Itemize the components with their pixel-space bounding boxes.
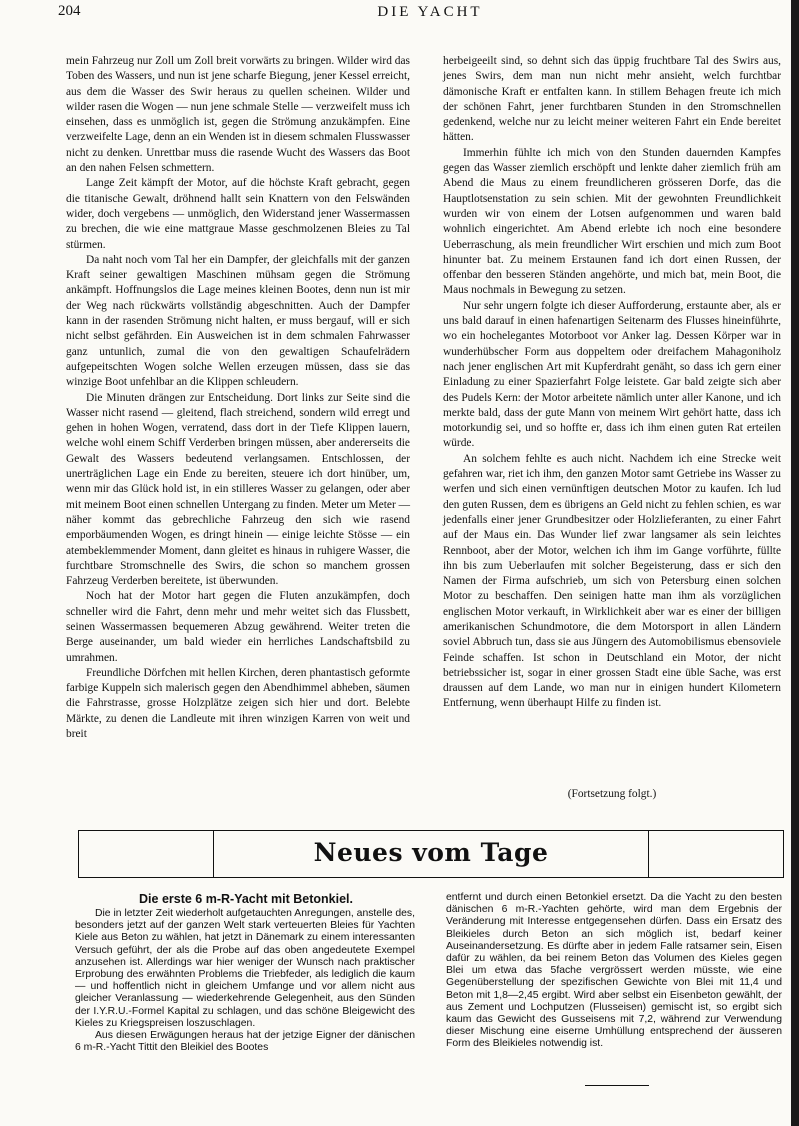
article-paragraph: Da naht noch vom Tal her ein Dampfer, der gleichfalls mit der ganzen Kraft seiner gewaltigen Maschinen mühsam gegen die Strömung ankämpft. Hoffnungslos die Lage meines kleinen Bootes, denn nun ist mir der Weg nach rückwärts vollständig abgeschnitten. Auch der Dampfer kann in der rasenden Strömung nicht halten, er muss bergauf, will er sich nicht selbst gefährden. Ein Ausweichen ist in dem schmalen Fahrwasser ganz untunlich, zumal die von den gewaltigen Schaufelrädern aufgepeitschten Wogen solche Wellen erzeugen müssen, dass sie das winzige Boot unfehlbar an die Klippen schleudern. — [66, 253, 410, 389]
article-right-column — [443, 54, 781, 712]
article-paragraph: Lange Zeit kämpft der Motor, auf die höchste Kraft gebracht, gegen die titanische Gewalt, dröhnend hallt sein Knattern von den Felswänden wider, doch vergebens — unmöglich, den Widerstand jener Wassermassen zu brechen, die wie eine mattgraue Masse geschmolzenen Bleies zu Tal stürmen. — [66, 177, 410, 251]
end-rule — [585, 1085, 649, 1086]
news-paragraph: entfernt und durch einen Betonkiel ersetzt. Da die Yacht zu den besten dänischen 6 m-R.-Yachten gehörte, wird man dem Ergebnis der Veränderung mit Interesse entgegensehen dürfen. Dass ein Ersatz des Bleikieles durch Beton an sich möglich ist, bedarf keiner Auseinandersetzung. Es dürfte aber in jedem Falle ratsamer sein, Eisen dafür zu wählen, da bei reinem Beton das Volumen des Kieles gegen Blei um etwa das 5fache vergrössert werden müsste, wie eine Gegenüberstellung der spezifischen Gewichte von Blei mit 11,4 und Beton mit 1,8—2,45 ergibt. Wird aber selbst ein Eisenbeton gewählt, der aus Zement und Lochputzen (Flusseisen) gemischt ist, so ergibt sich kaum das Gewicht des Gusseisens mit 7,2, während zur Verwendung dieser Mischung eine eiserne Umhüllung entsprechend der äusseren Form des Bleikieles notwendig ist. — [446, 892, 782, 1050]
continued-note: (Fortsetzung folgt.) — [567, 788, 657, 800]
article-paragraph: mein Fahrzeug nur Zoll um Zoll breit vorwärts zu bringen. Wilder wird das Toben des Wassers, und nun ist jene scharfe Biegung, jener Kessel erreicht, aus dem die Wasser des Swir heraus zu quellen scheinen. Wilder und wilder rasen die Wogen — nun jene schmale Stelle — verzweifelt muss ich einsehen, dass es unmöglich ist, gegen die Strömung anzukämpfen. Eine verzweifelte Lage, denn an ein Wenden ist in diesem schmalen Flusswasser nicht zu denken. Unrettbar muss die rasende Wucht des Wassers das Boot an den nahen Felsen schmettern. — [66, 55, 410, 175]
article-paragraph: herbeigeeilt sind, so dehnt sich das üppig fruchtbare Tal des Swirs aus, jenes Swirs, dem man nun nicht mehr ansieht, welch furchtbar dämonische Kraft er entfalten kann. In stillem Behagen freute ich mich der schönen Fahrt, jener furchtbaren Stunden in den Stromschnellen gedenkend, welche nur zu leicht meiner weiteren Fahrt ein Ende bereitet hätten. — [443, 55, 781, 144]
news-paragraph: Aus diesen Erwägungen heraus hat der jetzige Eigner der dänischen 6 m-R.-Yacht Tittit den Bleikiel des Bootes — [75, 1030, 415, 1054]
article-paragraph: Freundliche Dörfchen mit hellen Kirchen, deren phantastisch geformte farbige Kuppeln sich malerisch gegen den Abendhimmel abheben, säumen die Fahrstrasse, grosse Holzplätze zeigen sich hier und dort. Belebte Märkte, zu denen die Landleute mit ihren winzigen Karren von weit und breit — [66, 666, 410, 741]
article-paragraph: Die Minuten drängen zur Entscheidung. Dort links zur Seite sind die Wasser nicht rasend — gleitend, flach streichend, sondern wild erregt und gehen in hohen Wogen, verratend, dass dort in der Tiefe Klippen lauern, welche wohl einem Schiff Verderben bringen müssen, aber andererseits die Gewalt des Wassers bedeutend verlangsamen. Entschlossen, der unerträglichen Lage ein Ende zu bereiten, steuere ich dort hinüber, um, wenn mir das Glück hold ist, in ein stilleres Wasser zu gelangen, oder aber mit meinem Boot einen schnellen Untergang zu finden. Meter um Meter — näher kommt das gebrechliche Fahrzeug den sich wie rasend emporbäumenden Wogen, es dringt hinein — einige leichte Stösse — ein atembeklemmender Moment, dann gleitet es hinaus in ruhigere Wasser, die furchtbare Stromschnelle des Swirs, die schon so manchem grossen Fahrzeug Verderben bereitete, ist überwunden. — [66, 391, 410, 588]
running-title: DIE YACHT — [377, 4, 483, 20]
news-banner — [78, 830, 784, 878]
banner-title: Neues vom Tage — [313, 838, 549, 867]
page-number: 204 — [58, 3, 81, 19]
article-paragraph: Immerhin fühlte ich mich von den Stunden dauernden Kampfes gegen das Wasser ziemlich erschöpft und lenkte daher ziemlich früh am Abend die Maus zu einem freundlicheren grösseren Dorfe, das die Hauptlotsenstation zu sein schien. Mit der gewohnten Freundlichkeit wurden wir von einem der Lotsen aufgenommen und waren bald wohnlich eingerichtet. Am Abend erlebte ich noch eine besondere Ueberraschung, als mein freundlicher Wirt erschien und mich zum Boot hinunter bat. Zu meinem Erstaunen fand ich dort einen Russen, der offenbar den besseren Ständen angehörte, und mich bat, mein Boot, die Maus nochmals in Bewegung zu setzen. — [443, 146, 781, 297]
news-item-title: Die erste 6 m-R-Yacht mit Betonkiel. — [139, 892, 353, 906]
news-right-column — [446, 892, 782, 1051]
article-paragraph: Noch hat der Motor hart gegen die Fluten anzukämpfen, doch schneller wird die Fahrt, denn mehr und mehr weitet sich das Flussbett, seinen Wassermassen bequemeren Abzug gewährend. Weiter treten die Berge auseinander, um bald wieder ein herrliches Landschaftsbild zu umrahmen. — [66, 590, 410, 664]
article-paragraph: An solchem fehlte es auch nicht. Nachdem ich eine Strecke weit gefahren war, riet ich ihm, den ganzen Motor samt Getriebe ins Wasser zu werfen und sich einen vernünftigen deutschen Motor zu kaufen. Ich lud den guten Russen, dem es übrigens an Geld nicht zu fehlen schien, es war jedenfalls einer jener Grundbesitzer oder Holzlieferanten, zu einer Fahrt auf der Maus ein. Das Wunder lief zwar langsamer als sein leichtes Rennboot, aber der Motor, welchen ich ihm im Gange vorführte, füllte ihn bis zum Ueberlaufen mit solcher Begeisterung, dass er sich den Namen der Firma aufschrieb, um sich von Petersburg einen solchen Motor zu beschaffen. Den seinigen hatte man ihm als vorzüglichen englischen Motor verkauft, in Wirklichkeit aber war es einer der billigen amerikanischen Schundmotore, die dem Motorsport in allen Ländern soviel Abbruch tun, dass sie aus Jüngern des Automobilismus ebensoviele Feinde schaffen. Ist schon in Deutschland ein Motor, der nicht betriebssicher ist, sogar in einer grossen Stadt eine üble Sache, was erst draussen auf dem Lande, wo man nur in einigen hundert Kilometern Entfernung, wenn überhaupt Hilfe zu finden ist. — [443, 452, 781, 710]
scan-edge — [791, 0, 799, 1126]
news-paragraph: Die in letzter Zeit wiederholt aufgetauchten Anregungen, anstelle des, besonders jetzt auf der ganzen Welt stark verteuerten Bleies für Yachten Kiele aus Beton zu wählen, hat jetzt in Dänemark zu einem interessanten Versuch geführt, der als die Probe auf das oben angedeutete Exempel anzusehen ist. Allerdings war hier weniger der Wunsch nach praktischer Erprobung des erwähnten Problems die Triebfeder, als lediglich die kaum — und hoffentlich nicht in gleichem Umfange und vor allem nicht aus gleicher Veranlassung — wiederkehrende Gelegenheit, aus den Sünden der I.Y.R.U.-Formel Kapital zu schlagen, und das schöne Bleigewicht des Kieles zu Kriegspreisen loszuschlagen. — [75, 908, 416, 1029]
news-left-column — [75, 908, 415, 1054]
article-left-column — [66, 54, 410, 742]
article-paragraph: Nur sehr ungern folgte ich dieser Aufforderung, erstaunte aber, als er uns bald darauf in einen hafenartigen Seitenarm des Flusses hineinführte, wo ein hochelegantes Motorboot vor Anker lag. Dessen Körper war in wunderhübscher Form aus doppeltem oder dreifachem Mahagoniholz nach jener englischen Art mit Kupferdraht genäht, so dass ich gern einer Einladung zu einer Spazierfahrt Folge leistete. Gar bald zeigte sich aber des Pudels Kern: der Motor arbeitete nämlich unter aller Kanone, und ich merkte bald, dass der gute Mann von meinem Wirt gehört hatte, dass ich motorkundig sei, und so hoffte er, dass ich ihm einen guten Rat erteilen würde. — [443, 299, 781, 450]
